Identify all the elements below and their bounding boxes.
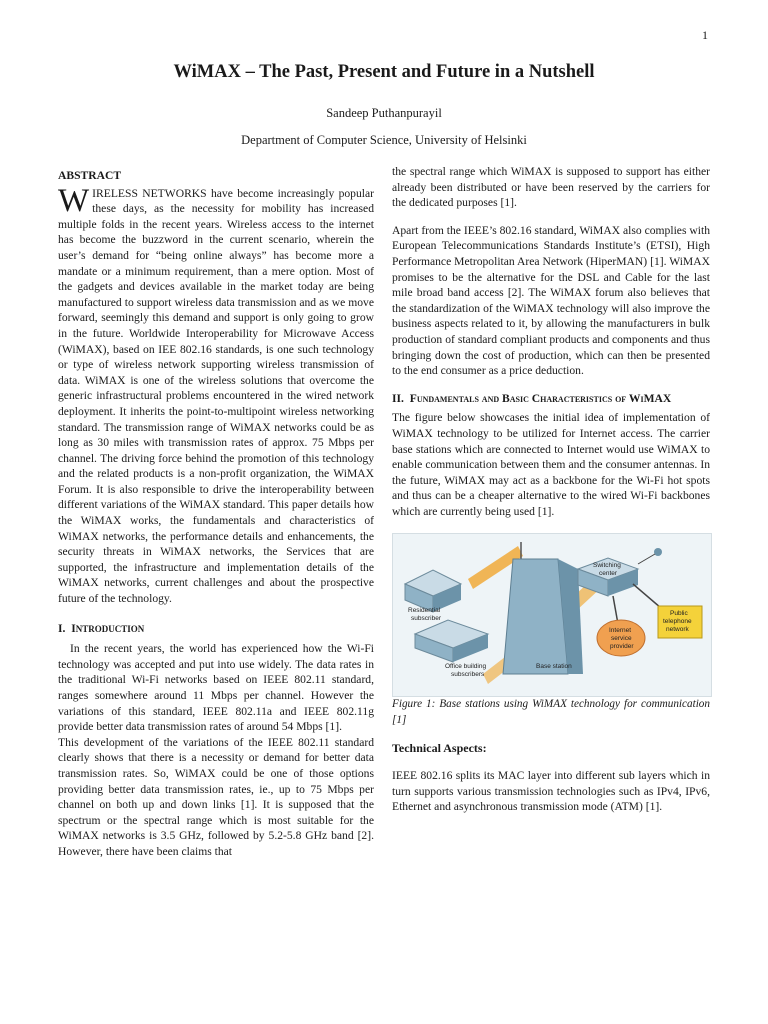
intro-paragraph-2: This development of the variations of the IEEE 802.11 standard clearly shows that there is a necessity or demand for better data transmission rates. So, WiMAX could be one of those options providing better data transmission rates, ie., up to 75 Mbps per channel on both up and down links [1]. It is supposed that the spectrum or the spectral range which is most suitable for the WiMAX networks is 3.5 GHz, followed by 5.2-5.8 GHz band [2]. However, there have been claims that [58, 735, 374, 858]
abstract-heading: ABSTRACT [58, 169, 122, 182]
left-column [58, 168, 374, 860]
section-heading-rest: NTRODUCTION [75, 623, 145, 634]
wimax-figure [392, 533, 712, 697]
network-node-icon [654, 548, 662, 556]
section-heading-text: Fundamentals and Basic Characteristics of WiMAX [409, 391, 672, 405]
paper-title: WiMAX – The Past, Present and Future in a Nutshell [173, 62, 595, 82]
label-pstn-2: telephone [663, 618, 692, 626]
abstract-dropcap: W [58, 182, 90, 219]
label-isp-1: Internet [609, 627, 632, 635]
label-residential-1: Residential [408, 607, 441, 615]
fundamentals-paragraph: The figure below showcases the initial idea of implementation of WiMAX technology to be utilized for Internet access. The carrier base stations which are connected to Internet would use WiMAX to enable communication between them and the consumer antennas. In the future, WiMAX may act as a backbone for the Wi-Fi hot spots and thus can be a cheaper alternative to the wired Wi-Fi backbones which are currently being used [1]. [392, 411, 710, 518]
label-pstn-3: network [666, 626, 689, 634]
label-base-station: Base station [536, 663, 572, 671]
section-heading-fundamentals [392, 391, 710, 407]
author-name: Sandeep Puthanpurayil [326, 106, 442, 120]
label-residential-2: subscriber [411, 615, 441, 623]
right-paragraph-2: Apart from the IEEE’s 802.16 standard, WiMAX also complies with European Telecommunications Standards Institute’s (ETSI), High Performance Metropolitan Area Network (HiperMAN) [1]. WiMAX promises to be the alternative for the DSL and Cable for the last mile broad band access [2]. The WiMAX forum also believes that the standardization of the WiMAX technology will also improve the business aspects related to it, by allowing the manufacturers in bulk production of standard compliant products and components and thus bringing down the cost of production, which can then be presented to the end consumer as a price deduction. [392, 223, 710, 378]
label-switching-1: Switching [593, 562, 621, 570]
base-station-tower [503, 559, 568, 674]
label-isp-3: provider [610, 643, 634, 651]
section-number: I. [58, 621, 66, 635]
right-column [392, 164, 710, 815]
intro-paragraph-1: In the recent years, the world has experienced how the Wi-Fi technology was accepted and put into use widely. The data rates in the traditional Wi-Fi networks based on IEEE 802.11 standard, ranges somewhere around 11 Mbps per channel. However the variations of this standard, IEEE 802.11a and IEEE 802.11g provide better data transmission rates of around 54 Mbps [1]. [58, 642, 374, 734]
right-paragraph-1: the spectral range which WiMAX is supposed to support has either already been distributed or have been reserved by the carriers for the dedicated purposes [1]. [392, 165, 710, 210]
label-pstn-1: Public [670, 610, 688, 618]
label-isp-2: service [611, 635, 632, 643]
label-office-1: Office building [445, 663, 487, 671]
technical-heading: Technical Aspects: [392, 740, 487, 755]
section-number: II. [392, 391, 404, 405]
link-node [638, 554, 655, 564]
affiliation: Department of Computer Science, University of Helsinki [241, 133, 527, 147]
figure-caption: Figure 1: Base stations using WiMAX technology for communication [1] [392, 698, 710, 727]
label-switching-2: center [599, 570, 618, 578]
page-number: 1 [702, 28, 708, 42]
technical-paragraph: IEEE 802.16 splits its MAC layer into different sub layers which in turn supports various transmission technologies such as IPv4, IPv6, Ethernet and asynchronous transmission mode (ATM) [1]. [392, 769, 710, 814]
abstract-text: IRELESS NETWORKS have become increasingly popular these days, as the necessity for mobility has increased multiple folds in the recent years. Wireless access to the internet has become the buzzword in the current scenario, wherein the user’s demand for “being online always” has become more a mandate or a minimum requirement, than a mere option. Most of the gadgets and devices available in the market today are being manufactured to support wireless data transmission and as we move forward, seemingly this demand and support is only going to grow in the future. Worldwide Interoperability for Microwave Access (WiMAX), based on IEE 802.16 standards, is one such technology or type of wireless network supporting wireless transmission of data. WiMAX is one of the wireless solutions that overcome the generic infrastructural problems encountered in the wired network deployment. It inherits the point-to-multipoint wireless networking standard. The transmission range of WiMAX networks could be as long as 30 miles with transmission rates of approx. 75 Mbps per channel. The driving force behind the promotion of this technology and the related products is a non-profit organization, the WiMAX Forum. It is also responsible to drive the interoperability between different variations of the WiMAX standard. This paper details how the WiMAX works, the fundamentals and characteristics of WiMAX networks, the performance details and enhancements, the security threats in WiMAX networks, the Services that are supported, the infrastructure and implementation details of the WiMAX networks, current challenges and about the prospective future of the technology. [58, 186, 374, 606]
wimax-diagram [393, 534, 711, 696]
label-office-2: subscribers [451, 671, 485, 679]
abstract-paragraph [58, 182, 374, 607]
section-heading-introduction [58, 621, 374, 638]
section-heading-initial: I [71, 621, 76, 635]
